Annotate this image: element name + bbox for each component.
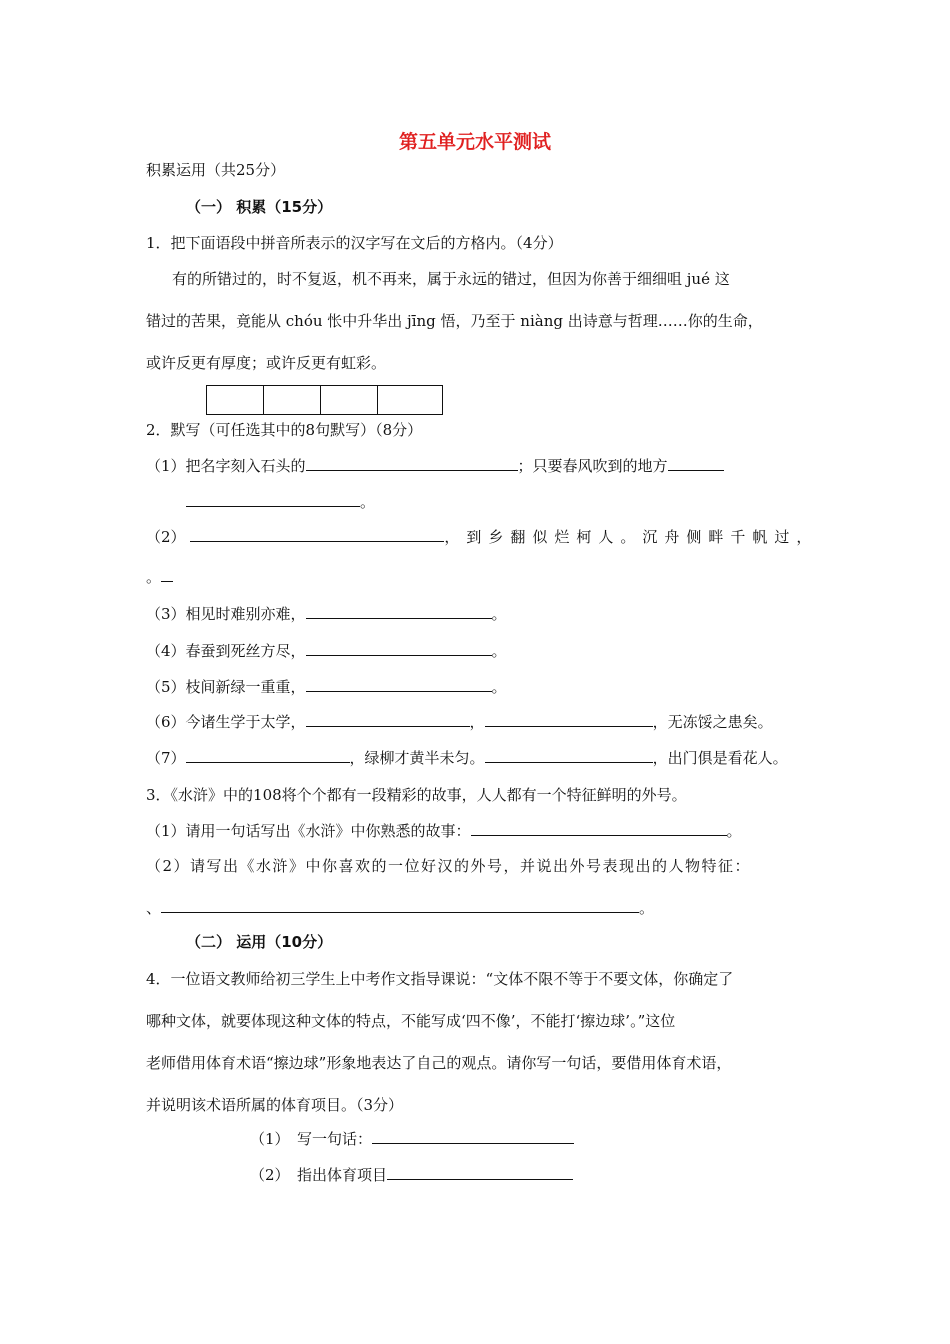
recite-item-2-prompt: ，到乡翻似烂柯人。沉舟侧畔千帆过， xyxy=(444,528,819,546)
question-4-sub-2-prompt: （2） 指出体育项目 xyxy=(250,1166,388,1184)
answer-blank[interactable] xyxy=(306,641,492,656)
question-4-line-1: 4．一位语文教师给初三学生上中考作文指导课说：“文体不限不等于不要文体，你确定了 xyxy=(146,970,734,988)
question-3-item-2: （2）请写出《水浒》中你喜欢的一位好汉的外号，并说出外号表现出的人物特征： xyxy=(146,857,752,875)
recite-item-3-end: 。 xyxy=(491,605,507,623)
recite-item-5-prompt: （5）枝间新绿一重重， xyxy=(146,678,306,696)
question-4-line-4: 并说明该术语所属的体育项目。（3分） xyxy=(146,1096,404,1114)
question-1-passage-line-1: 有的所错过的，时不复返，机不再来，属于永远的错过，但因为你善于细细咀 jué 这 xyxy=(172,270,730,288)
question-1-passage-line-2: 错过的苦果，竟能从 chóu 怅中升华出 jīng 悟，乃至于 niàng 出诗意与哲理……你的生命， xyxy=(146,312,763,330)
answer-blank[interactable] xyxy=(485,712,653,727)
part-two-heading: （二） 运用（10分） xyxy=(186,933,333,951)
recite-item-3 xyxy=(146,604,507,624)
recite-item-4-end: 。 xyxy=(491,642,507,660)
recite-item-7 xyxy=(146,748,788,768)
answer-blank[interactable] xyxy=(485,748,653,763)
recite-item-6-prompt: （6）今诸生学于太学， xyxy=(146,713,306,731)
answer-blank[interactable] xyxy=(471,821,727,836)
answer-box[interactable] xyxy=(321,386,378,414)
question-3-item-2-end: 。 xyxy=(639,899,655,917)
recite-item-7-mid: ，绿柳才黄半未匀。 xyxy=(349,749,485,767)
answer-blank[interactable] xyxy=(306,712,470,727)
recite-item-2 xyxy=(146,527,818,547)
question-3-stem: 3．《水浒》中的108将个个都有一段精彩的故事，人人都有一个特征鲜明的外号。 xyxy=(146,786,687,804)
question-3-item-1 xyxy=(146,821,742,841)
question-3-item-2-pre: 、 xyxy=(146,899,162,917)
answer-blank[interactable] xyxy=(186,748,350,763)
question-2-stem: 2．默写（可任选其中的8句默写）（8分） xyxy=(146,421,423,439)
question-4-line-2: 哪种文体，就要体现这种文体的特点，不能写成‘四不像’，不能打‘擦边球’。”这位 xyxy=(146,1012,676,1030)
recite-item-1 xyxy=(146,456,724,476)
question-3-item-2-answer xyxy=(146,898,654,918)
question-4-sub-2 xyxy=(250,1165,573,1185)
answer-box[interactable] xyxy=(264,386,321,414)
recite-item-1-prompt-b: ；只要春风吹到的地方 xyxy=(517,457,668,475)
recite-item-2-end: 。 xyxy=(146,568,162,586)
answer-grid[interactable] xyxy=(206,385,443,415)
recite-item-4-prompt: （4）春蚕到死丝方尽， xyxy=(146,642,306,660)
answer-blank[interactable] xyxy=(306,604,492,619)
recite-item-7-end: ，出门俱是看花人。 xyxy=(652,749,788,767)
recite-item-2-num: （2） xyxy=(146,528,186,546)
recite-item-1-cont xyxy=(186,492,375,512)
recite-item-1-prompt-a: （1）把名字刻入石头的 xyxy=(146,457,306,475)
question-3-item-1-end: 。 xyxy=(726,822,742,840)
recite-item-7-num: （7） xyxy=(146,749,186,767)
answer-blank[interactable] xyxy=(186,492,360,507)
part-one-heading: （一） 积累（15分） xyxy=(186,198,333,216)
recite-item-5 xyxy=(146,677,507,697)
answer-blank[interactable] xyxy=(306,456,518,471)
answer-blank[interactable] xyxy=(161,898,639,913)
question-4-sub-1-prompt: （1） 写一句话： xyxy=(250,1130,373,1148)
question-1-stem: 1．把下面语段中拼音所表示的汉字写在文后的方格内。（4分） xyxy=(146,234,563,252)
question-4-line-3: 老师借用体育术语“擦边球”形象地表达了自己的观点。请你写一句话，要借用体育术语， xyxy=(146,1054,732,1072)
answer-blank[interactable] xyxy=(372,1129,574,1144)
question-1-passage-line-3: 或许反更有厚度；或许反更有虹彩。 xyxy=(146,354,387,372)
answer-blank[interactable] xyxy=(668,456,724,471)
question-4-sub-1 xyxy=(250,1129,574,1149)
answer-blank[interactable] xyxy=(161,567,173,582)
answer-blank[interactable] xyxy=(190,527,444,542)
question-3-item-1-prompt: （1）请用一句话写出《水浒》中你熟悉的故事： xyxy=(146,822,471,840)
answer-box[interactable] xyxy=(378,386,442,414)
recite-item-1-end: 。 xyxy=(360,493,376,511)
recite-item-3-prompt: （3）相见时难别亦难， xyxy=(146,605,306,623)
page-title: 第五单元水平测试 xyxy=(398,131,551,153)
section-heading: 积累运用（共25分） xyxy=(146,161,286,179)
recite-item-2-cont xyxy=(146,567,173,587)
recite-item-6 xyxy=(146,712,773,732)
recite-item-5-end: 。 xyxy=(491,678,507,696)
recite-item-4 xyxy=(146,641,507,661)
recite-item-6-end: ，无冻馁之患矣。 xyxy=(652,713,773,731)
answer-box[interactable] xyxy=(207,386,264,414)
recite-item-6-mid: ， xyxy=(469,713,485,731)
answer-blank[interactable] xyxy=(306,677,492,692)
answer-blank[interactable] xyxy=(387,1165,573,1180)
